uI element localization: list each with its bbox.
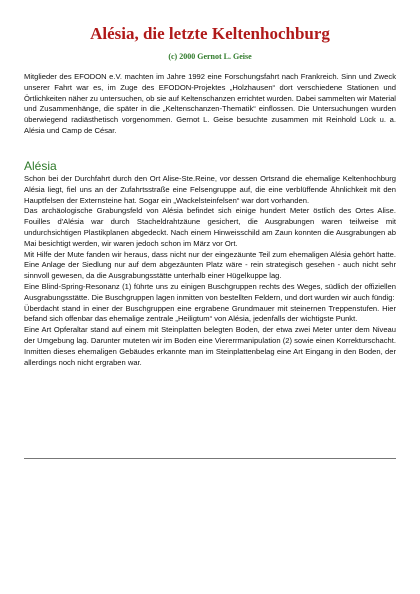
- section-body: [24, 174, 396, 368]
- body-paragraph: Überdacht stand in einer der Buschgruppen eine ergrabene Grundmauer mit steinernen Treppenstufen. Hier befand sich offenbar das ehemalige zentrale „Heiligtum“ von Alésia, jedenfalls der wichtigste Punkt.: [24, 303, 396, 324]
- body-paragraph: Eine Art Opferaltar stand auf einem mit Steinplatten belegten Boden, der etwa zwei Meter unter dem Niveau der Umgebung lag. Darunter muteten wir im Boden eine Viererrmanipulation (2) sowie einen Korrekturschacht. Inmitten dieses ehemaligen Gebäudes erkannte man im Steinplattenbelag eine Art Eingang in den Boden, der allerdings noch nicht ergraben war.: [24, 325, 396, 367]
- document-byline: (c) 2000 Gernot L. Geise: [168, 52, 252, 61]
- body-paragraph: Schon bei der Durchfahrt durch den Ort Alise-Ste.Reine, vor dessen Ortsrand die ehemalige Keltenhochburg Alésia liegt, fiel uns an der Zufahrtsstraße eine Felsengruppe auf, die eine verblüffende Ähnlichkeit mit den Hauptfelsen der Externsteine hat. Sogar ein „Wackelsteinfelsen“ war dort vorhanden.: [24, 174, 396, 205]
- document-title: Alésia, die letzte Keltenhochburg: [90, 24, 330, 43]
- section-heading: Alésia: [24, 159, 57, 173]
- intro-paragraph: [24, 72, 396, 137]
- horizontal-rule: [24, 458, 396, 459]
- intro-text: Mitglieder des EFODON e.V. machten im Jahre 1992 eine Forschungsfahrt nach Frankreich. Sinn und Zweck unserer Fahrt war es, im Zuge des EFODON-Projektes „Holzhausen“ dort verschiedene Stationen und Örtlichkeiten näher zu untersuchen, ob sie auf Keltenschanzen errichtet wurden. Dabei sammelten wir Material und Zusammenhänge, die später in die „Keltenschanzen-Thematik“ einflossen. Die Untersuchungen wurden überwiegend radiästhetisch vorgenommen. Gernot L. Geise besuchte zusammen mit Reinhold Lück u. a. Alésia und Camp de César.: [24, 72, 396, 135]
- body-paragraph: Mit Hilfe der Mute fanden wir heraus, dass nicht nur der eingezäunte Teil zum ehemaligen Alésia gehört hatte. Eine Anlage der Siedlung nur auf dem abgezäunten Platz wäre - rein strategisch gesehen - auch nicht sehr sinnvoll gewesen, da die Ausgrabungsstätte unterhalb einer Hügelkuppe lag.: [24, 249, 396, 281]
- body-paragraph: Das archäologische Grabungsfeld von Alésia befindet sich einige hundert Meter östlich des Ortes Alise. Fouilles d'Alésia war durch Stacheldrahtzäune gesichert, die Ausgrabungen waren teilweise mit undurchsichtigen Plastikplanen abgedeckt. Nach einem Hinweisschild am Zaun konnten die Ausgrabungen ab Mai besichtigt werden, wir waren jedoch schon im März vor Ort.: [24, 206, 396, 248]
- body-paragraph: Eine Blind-Spring-Resonanz (1) führte uns zu einigen Buschgruppen rechts des Weges, südlich der offiziellen Ausgrabungsstätte. Die Buschgruppen lagen inmitten von bestellten Feldern, und dort wurden wir auch fündig:: [24, 281, 396, 302]
